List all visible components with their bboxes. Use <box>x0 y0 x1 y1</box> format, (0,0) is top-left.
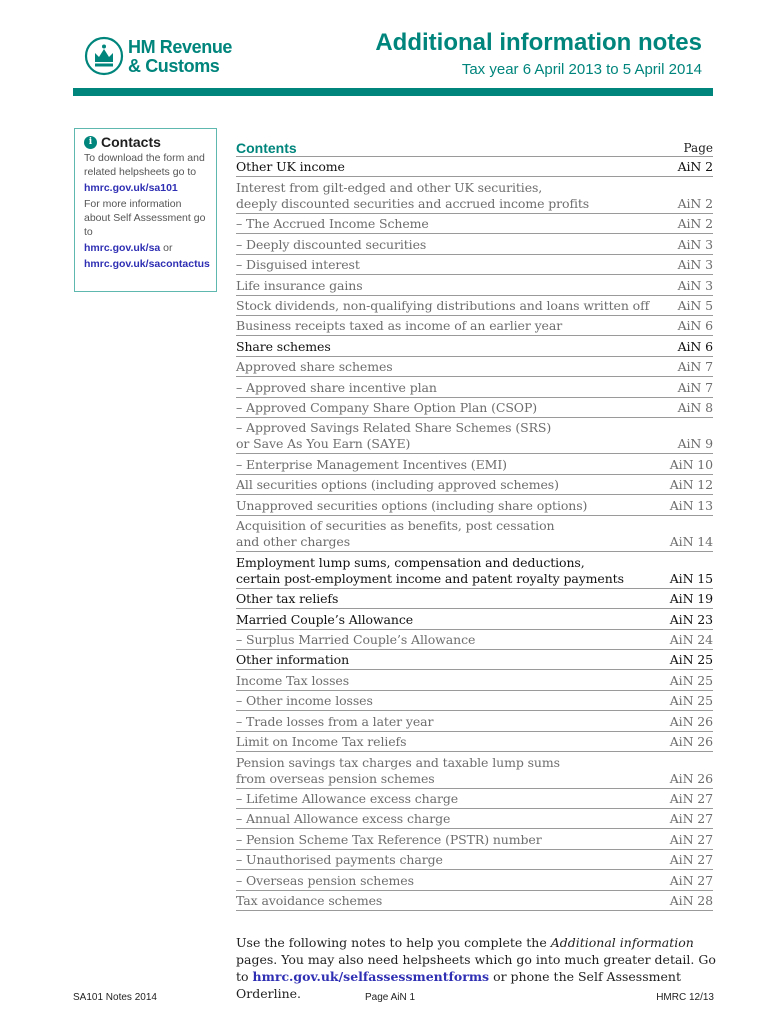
contents-row <box>236 418 713 455</box>
contents-row <box>236 752 713 789</box>
intro-emphasis: Additional information <box>550 935 694 950</box>
contents-row-label: Other information <box>236 652 350 668</box>
contents-row-page: AiN 6 <box>677 318 713 334</box>
sa-link[interactable]: hmrc.gov.uk/sa <box>84 242 161 254</box>
contents-row-page: AiN 10 <box>669 456 713 472</box>
contents-row-label: Employment lump sums, compensation and deductions, certain post-employment income and patent royalty payments <box>236 554 624 586</box>
contents-row-page: AiN 27 <box>669 811 713 827</box>
contents-row-page: AiN 2 <box>677 216 713 232</box>
intro-text-3: or phone the Self Assessment Orderline. <box>236 969 681 1001</box>
contents-row-label: – Pension Scheme Tax Reference (PSTR) number <box>236 831 542 847</box>
contents-row-label: – Trade losses from a later year <box>236 713 434 729</box>
contents-row-page: AiN 15 <box>669 570 713 586</box>
contents-row-page: AiN 24 <box>669 632 713 648</box>
contents-row-page: AiN 7 <box>677 359 713 375</box>
contents-row <box>236 357 713 377</box>
contents-row-page: AiN 28 <box>669 892 713 908</box>
contacts-info-text: For more information about Self Assessment go to <box>84 198 206 238</box>
contents-row-page: AiN 26 <box>669 770 713 786</box>
contents-row <box>236 398 713 418</box>
contacts-download-text: To download the form and related helpsheets go to <box>84 152 205 178</box>
contents-row-label: Acquisition of securities as benefits, post cessation and other charges <box>236 518 555 550</box>
contents-row-page: AiN 25 <box>669 693 713 709</box>
footer-version: HMRC 12/13 <box>656 992 714 1003</box>
contents-row-label: Income Tax losses <box>236 672 350 688</box>
contents-row-page: AiN 25 <box>669 652 713 668</box>
or-text: or <box>163 242 173 254</box>
contents-row-page: AiN 8 <box>677 399 713 415</box>
contents-row-label: – Enterprise Management Incentives (EMI) <box>236 456 507 472</box>
intro-text-2: pages. You may also need helpsheets which go into much greater detail. Go to <box>236 952 716 984</box>
contents-row <box>236 552 713 589</box>
contents-row-page: AiN 19 <box>669 591 713 607</box>
contents-row-page: AiN 2 <box>677 159 713 175</box>
contents-row <box>236 691 713 711</box>
contents-row <box>236 296 713 316</box>
contents-row-label: Other UK income <box>236 159 345 175</box>
contents-row-label: Pension savings tax charges and taxable lump sums from overseas pension schemes <box>236 754 560 786</box>
contents-row-label: – The Accrued Income Scheme <box>236 216 429 232</box>
contents-row-label: – Disguised interest <box>236 257 360 273</box>
contents-row <box>236 475 713 495</box>
contents-row-label: – Overseas pension schemes <box>236 872 414 888</box>
contents-row-label: Married Couple’s Allowance <box>236 611 414 627</box>
contents-rows <box>236 157 713 911</box>
contents-row-page: AiN 27 <box>669 852 713 868</box>
contents-row <box>236 650 713 670</box>
logo-wordmark <box>128 38 232 76</box>
contents-row-page: AiN 9 <box>677 436 713 452</box>
contents-row <box>236 809 713 829</box>
contents-row <box>236 670 713 690</box>
contents-row-page: AiN 7 <box>677 379 713 395</box>
contents-row-page: AiN 3 <box>677 236 713 252</box>
contents-row-label: – Annual Allowance excess charge <box>236 811 451 827</box>
contents-row-label: – Approved share incentive plan <box>236 379 437 395</box>
contents-row <box>236 316 713 336</box>
contents-row <box>236 214 713 234</box>
contents-row-page: AiN 27 <box>669 872 713 888</box>
intro-text-1: Use the following notes to help you complete the <box>236 935 547 950</box>
contents-row-page: AiN 14 <box>669 534 713 550</box>
contents-row <box>236 630 713 650</box>
contents-row-label: Life insurance gains <box>236 277 363 293</box>
contents-row-page: AiN 13 <box>669 497 713 513</box>
contents-row-page: AiN 25 <box>669 672 713 688</box>
contents-header-row <box>236 136 713 157</box>
contents-row-page: AiN 26 <box>669 713 713 729</box>
footer-page-number: Page AiN 1 <box>365 992 416 1003</box>
contents-row <box>236 829 713 849</box>
contents-row-page: AiN 12 <box>669 477 713 493</box>
contents-row <box>236 157 713 177</box>
contents-row-label: – Deeply discounted securities <box>236 236 427 252</box>
contents-row-label: Stock dividends, non-qualifying distributions and loans written off <box>236 297 650 313</box>
contacts-box <box>74 128 217 292</box>
contents-row <box>236 177 713 214</box>
contents-row <box>236 275 713 295</box>
contents-row-page: AiN 27 <box>669 831 713 847</box>
page-title: Additional information notes <box>375 29 702 56</box>
contents-row-page: AiN 3 <box>677 277 713 293</box>
logo-line-1: HM Revenue <box>128 37 233 57</box>
contents-row <box>236 711 713 731</box>
contents-row-label: Share schemes <box>236 338 331 354</box>
contents-row-label: Business receipts taxed as income of an earlier year <box>236 318 563 334</box>
contents-row-label: Tax avoidance schemes <box>236 892 383 908</box>
contents-row <box>236 516 713 553</box>
selfassessmentforms-link[interactable]: hmrc.gov.uk/selfassessmentforms <box>252 969 490 984</box>
contents-row <box>236 454 713 474</box>
contents-row-label: Interest from gilt-edged and other UK securities, deeply discounted securities and accrued income profits <box>236 179 590 211</box>
contents-row <box>236 234 713 254</box>
contents-row-label: – Lifetime Allowance excess charge <box>236 790 459 806</box>
contents-row-label: Approved share schemes <box>236 359 393 375</box>
contents-row <box>236 609 713 629</box>
contents-table <box>236 136 713 911</box>
logo-line-2: & Customs <box>128 56 220 76</box>
footer-form-ref: SA101 Notes 2014 <box>73 992 157 1003</box>
contents-row <box>236 589 713 609</box>
contents-row <box>236 850 713 870</box>
sacontactus-link[interactable]: hmrc.gov.uk/sacontactus <box>84 258 210 270</box>
contents-row <box>236 495 713 515</box>
header-divider <box>73 88 713 96</box>
contents-row-page: AiN 23 <box>669 611 713 627</box>
contacts-heading-text: Contacts <box>101 134 161 150</box>
info-icon: i <box>84 136 97 149</box>
contents-row-label: – Other income losses <box>236 693 373 709</box>
contents-row-label: Other tax reliefs <box>236 591 339 607</box>
contents-row-label: – Surplus Married Couple’s Allowance <box>236 632 476 648</box>
contents-row <box>236 336 713 356</box>
tax-year-subtitle: Tax year 6 April 2013 to 5 April 2014 <box>461 61 702 78</box>
page-column-heading: Page <box>683 141 713 155</box>
contents-row-label: Unapproved securities options (including share options) <box>236 497 588 513</box>
contents-row <box>236 377 713 397</box>
contents-row-page: AiN 5 <box>677 297 713 313</box>
sa101-link[interactable]: hmrc.gov.uk/sa101 <box>84 182 178 194</box>
hmrc-logo <box>84 36 264 82</box>
contents-row-label: All securities options (including approved schemes) <box>236 477 559 493</box>
contents-row-label: Limit on Income Tax reliefs <box>236 733 407 749</box>
contents-row-page: AiN 2 <box>677 195 713 211</box>
contents-row <box>236 732 713 752</box>
royal-crest-icon <box>84 36 124 76</box>
contents-row <box>236 891 713 911</box>
contents-row <box>236 789 713 809</box>
contents-row-page: AiN 6 <box>677 338 713 354</box>
contents-row-page: AiN 27 <box>669 790 713 806</box>
contents-row-label: – Approved Savings Related Share Schemes (SRS) or Save As You Earn (SAYE) <box>236 420 552 452</box>
contents-row-page: AiN 3 <box>677 257 713 273</box>
contacts-heading <box>84 135 209 149</box>
contents-row <box>236 255 713 275</box>
intro-paragraph <box>236 934 716 1002</box>
contents-row-page: AiN 26 <box>669 733 713 749</box>
contents-row-label: – Unauthorised payments charge <box>236 852 443 868</box>
contents-heading: Contents <box>236 140 297 156</box>
contents-row-label: – Approved Company Share Option Plan (CSOP) <box>236 399 538 415</box>
contents-row <box>236 870 713 890</box>
